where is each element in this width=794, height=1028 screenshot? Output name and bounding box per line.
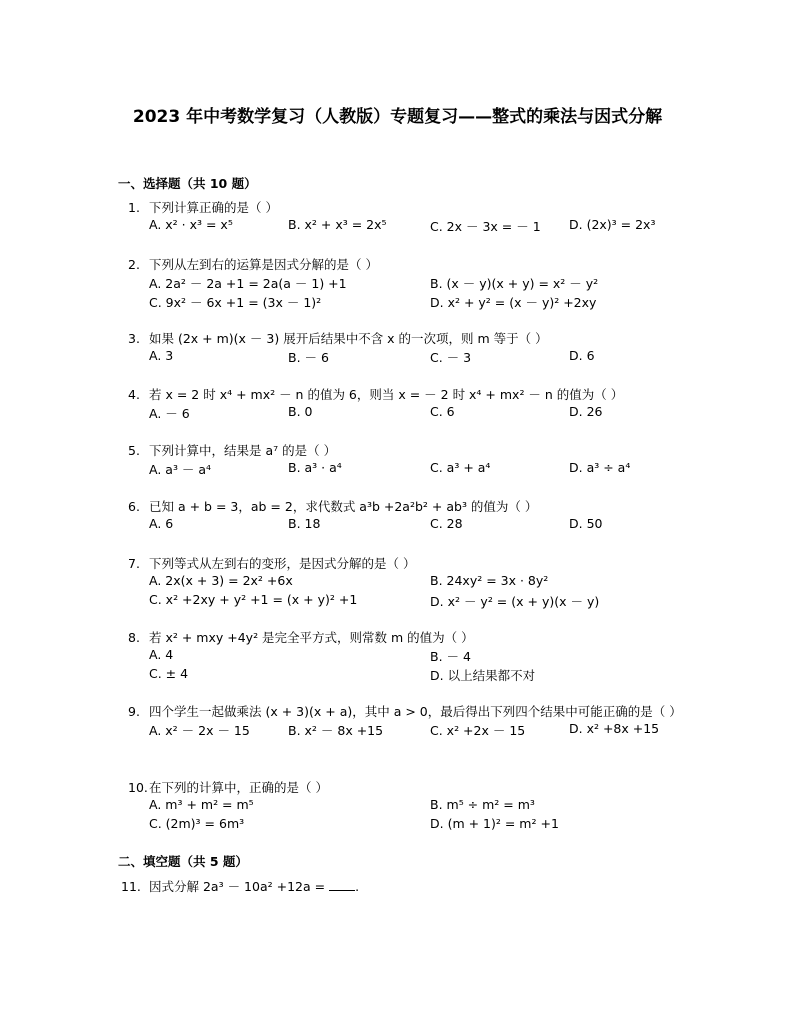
option-c: C. － 3 (430, 350, 472, 365)
option-a: A. 2a² － 2a +1 = 2a(a － 1) +1 (149, 276, 347, 291)
question-8 (128, 629, 688, 685)
question-stem: 若 x = 2 时 x⁴ + mx² － n 的值为 6，则当 x = － 2 时 x⁴ + mx² － n 的值为（ ） (149, 387, 624, 402)
question-3 (128, 330, 688, 367)
question-number: 3. (128, 331, 140, 346)
question-6 (128, 498, 688, 535)
option-d: D. 50 (569, 516, 603, 531)
question-number: 4. (128, 387, 140, 402)
question-11 (121, 878, 681, 896)
question-1 (128, 199, 688, 236)
question-number: 11. (121, 879, 141, 894)
question-5 (128, 442, 688, 479)
option-a: A. 4 (149, 647, 174, 662)
option-a: A. m³ + m² = m⁵ (149, 797, 254, 812)
option-b: B. 18 (288, 516, 321, 531)
option-d: D. 以上结果都不对 (430, 668, 536, 683)
question-number: 2. (128, 257, 140, 272)
option-b: B. m⁵ ÷ m² = m³ (430, 797, 535, 812)
option-d: D. (2x)³ = 2x³ (569, 217, 656, 232)
option-b: B. x² － 8x +15 (288, 723, 384, 738)
option-d: D. x² － y² = (x + y)(x － y) (430, 594, 600, 609)
question-stem: 在下列的计算中，正确的是（ ） (149, 780, 328, 795)
option-c: C. ± 4 (149, 666, 189, 681)
page-title: 2023 年中考数学复习（人教版）专题复习——整式的乘法与因式分解 (132, 107, 663, 127)
option-a: A. a³ － a⁴ (149, 462, 212, 477)
question-stem: 因式分解 2a³ － 10a² +12a = (149, 879, 330, 894)
option-d: D. x² +8x +15 (569, 721, 660, 736)
question-number: 8. (128, 630, 140, 645)
question-2 (128, 256, 688, 312)
question-number: 1. (128, 200, 140, 215)
question-number: 6. (128, 499, 140, 514)
option-c: C. x² +2xy + y² +1 = (x + y)² +1 (149, 592, 358, 607)
option-b: B. a³ · a⁴ (288, 460, 342, 475)
option-d: D. a³ ÷ a⁴ (569, 460, 631, 475)
option-a: A. 6 (149, 516, 174, 531)
question-number: 7. (128, 556, 140, 571)
question-stem: 如果 (2x + m)(x － 3) 展开后结果中不含 x 的一次项，则 m 等于（ ） (149, 331, 548, 346)
option-a: A. 2x(x + 3) = 2x² +6x (149, 573, 293, 588)
question-stem: 下列计算正确的是（ ） (149, 200, 278, 215)
question-number: 9. (128, 704, 140, 719)
question-stem: 下列从左到右的运算是因式分解的是（ ） (149, 257, 378, 272)
answer-blank[interactable] (329, 879, 355, 891)
section-heading-choice: 一、选择题（共 10 题） (118, 176, 257, 191)
question-number: 5. (128, 443, 140, 458)
option-c: C. 2x － 3x = － 1 (430, 219, 541, 234)
question-stem: 已知 a + b = 3，ab = 2，求代数式 a³b +2a²b² + ab³ 的值为（ ） (149, 499, 538, 514)
question-stem: 下列等式从左到右的变形，是因式分解的是（ ） (149, 556, 416, 571)
question-9 (128, 703, 688, 740)
option-b: B. － 4 (430, 649, 471, 664)
option-b: B. 24xy² = 3x · 8y² (430, 573, 549, 588)
option-d: D. 26 (569, 404, 603, 419)
question-4 (128, 386, 688, 423)
question-stem: 下列计算中，结果是 a⁷ 的是（ ） (149, 443, 337, 458)
option-d: D. (m + 1)² = m² +1 (430, 816, 559, 831)
option-a: A. x² · x³ = x⁵ (149, 217, 233, 232)
option-c: C. 28 (430, 516, 463, 531)
option-c: C. a³ + a⁴ (430, 460, 491, 475)
option-d: D. x² + y² = (x － y)² +2xy (430, 295, 597, 310)
option-b: B. (x － y)(x + y) = x² － y² (430, 276, 599, 291)
option-c: C. 6 (430, 404, 455, 419)
option-b: B. － 6 (288, 350, 329, 365)
question-7 (128, 555, 688, 611)
option-b: B. x² + x³ = 2x⁵ (288, 217, 387, 232)
option-a: A. 3 (149, 348, 174, 363)
section-heading-fill-in: 二、填空题（共 5 题） (118, 854, 248, 869)
option-a: A. x² － 2x － 15 (149, 723, 250, 738)
option-c: C. x² +2x － 15 (430, 723, 526, 738)
option-a: A. － 6 (149, 406, 190, 421)
option-b: B. 0 (288, 404, 313, 419)
option-c: C. 9x² － 6x +1 = (3x － 1)² (149, 295, 322, 310)
option-d: D. 6 (569, 348, 595, 363)
question-stem: 四个学生一起做乘法 (x + 3)(x + a)，其中 a > 0，最后得出下列四个结果中可能正确的是（ ） (149, 704, 682, 719)
question-number: 10. (128, 780, 148, 795)
question-10 (128, 779, 688, 835)
question-stem: 若 x² + mxy +4y² 是完全平方式，则常数 m 的值为（ ） (149, 630, 474, 645)
question-end: . (355, 879, 360, 894)
option-c: C. (2m)³ = 6m³ (149, 816, 245, 831)
